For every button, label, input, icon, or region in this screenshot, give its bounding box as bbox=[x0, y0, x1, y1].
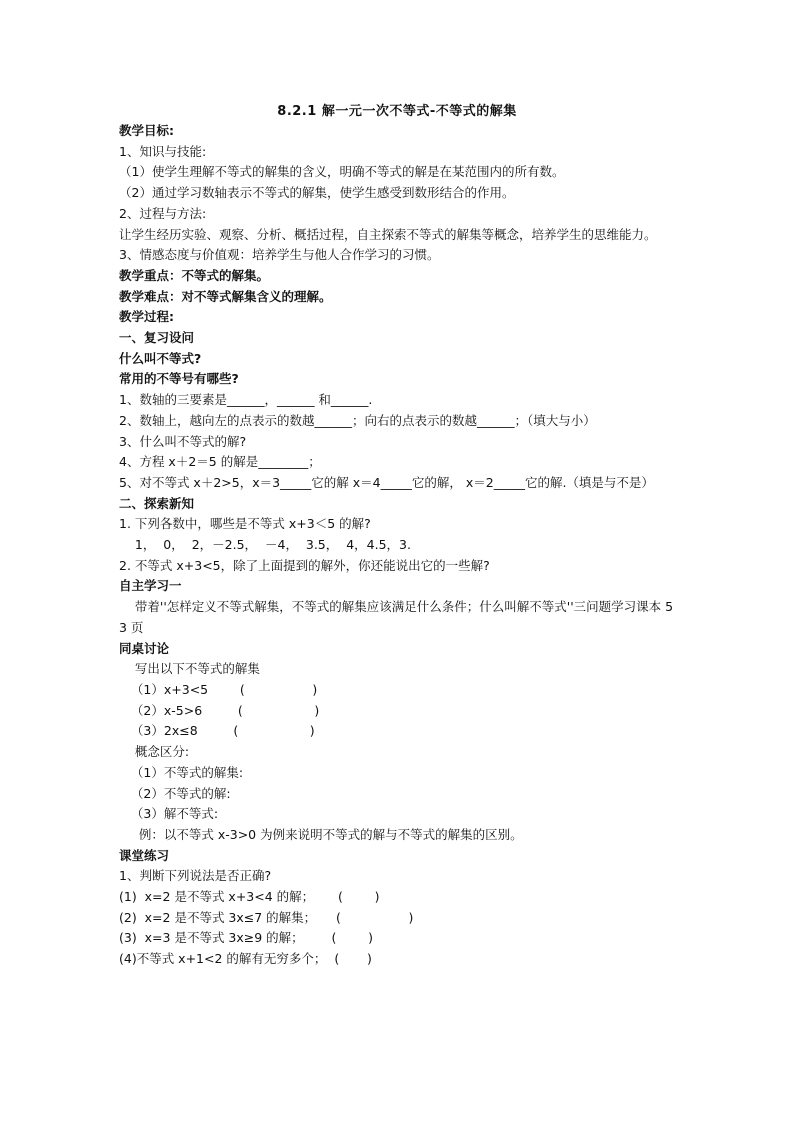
text-line: (3) x=3 是不等式 3x≥9 的解； ( ) bbox=[119, 930, 374, 946]
text-line: 教学重点：不等式的解集。 bbox=[119, 267, 270, 283]
text-line: （2）x-5>6 ( ) bbox=[119, 702, 320, 718]
text-line: （3）解不等式: bbox=[119, 806, 219, 822]
text-line: 课堂练习 bbox=[119, 847, 170, 863]
text-line: 2、过程与方法: bbox=[119, 205, 207, 221]
text-line: 例：以不等式 x-3>0 为例来说明不等式的解与不等式的解集的区别。 bbox=[119, 826, 523, 842]
text-line: （1）x+3<5 ( ) bbox=[119, 681, 318, 697]
text-line: 概念区分: bbox=[119, 744, 190, 760]
text-line: 二、探索新知 bbox=[119, 495, 195, 511]
text-line: 1、数轴的三要素是______，______ 和______. bbox=[119, 392, 373, 408]
text-line: (1) x=2 是不等式 x+3<4 的解； ( ) bbox=[119, 889, 380, 905]
text-line: 自主学习一 bbox=[119, 578, 182, 594]
text-line: （2）不等式的解: bbox=[119, 785, 231, 801]
text-line: （2）通过学习数轴表示不等式的解集，使学生感受到数形结合的作用。 bbox=[119, 185, 515, 201]
text-line: （1）不等式的解集: bbox=[119, 764, 244, 780]
text-line: (4)不等式 x+1<2 的解有无穷多个； ( ) bbox=[119, 951, 372, 967]
text-line: 1、判断下列说法是否正确? bbox=[119, 868, 272, 884]
text-line: (2) x=2 是不等式 3x≤7 的解集； ( ) bbox=[119, 909, 414, 925]
document-body bbox=[119, 121, 681, 970]
text-line: 1. 下列各数中，哪些是不等式 x+3＜5 的解? bbox=[119, 516, 371, 532]
text-line: 什么叫不等式? bbox=[119, 350, 202, 366]
text-line: 1、知识与技能: bbox=[119, 143, 207, 159]
text-line: 一、复习设问 bbox=[119, 330, 195, 346]
page-title: 8.2.1 解一元一次不等式-不等式的解集 bbox=[277, 104, 517, 119]
text-line: 写出以下不等式的解集 bbox=[119, 661, 260, 677]
text-line: 2、数轴上，越向左的点表示的数越______；向右的点表示的数越______；（填大与小） bbox=[119, 412, 596, 428]
text-line: 1， 0， 2，－2.5， －4， 3.5， 4，4.5，3. bbox=[119, 537, 411, 553]
text-line: 带着''怎样定义不等式解集，不等式的解集应该满足什么条件；什么叫解不等式''三问题学习课本 53 页 bbox=[119, 599, 674, 635]
text-line: 让学生经历实验、观察、分析、概括过程，自主探索不等式的解集等概念，培养学生的思维能力。 bbox=[119, 226, 657, 242]
text-line: 3、什么叫不等式的解? bbox=[119, 433, 247, 449]
text-line: 4、方程 x＋2＝5 的解是________； bbox=[119, 454, 321, 470]
text-line: 同桌讨论 bbox=[119, 640, 170, 656]
text-line: （3）2x≤8 ( ) bbox=[119, 723, 315, 739]
text-line: （1）使学生理解不等式的解集的含义，明确不等式的解是在某范围内的所有数。 bbox=[119, 164, 565, 180]
text-line: 3、情感态度与价值观：培养学生与他人合作学习的习惯。 bbox=[119, 247, 440, 263]
text-line: 教学目标: bbox=[119, 123, 174, 138]
text-line: 教学过程: bbox=[119, 309, 174, 325]
text-line: 常用的不等号有哪些? bbox=[119, 371, 239, 387]
text-line: 2. 不等式 x+3<5，除了上面提到的解外，你还能说出它的一些解? bbox=[119, 557, 490, 573]
text-line: 5、对不等式 x＋2>5，x＝3_____它的解 x＝4_____它的解， x＝2_____它的解.（填是与不是） bbox=[119, 474, 654, 490]
text-line: 教学难点：对不等式解集含义的理解。 bbox=[119, 288, 332, 304]
